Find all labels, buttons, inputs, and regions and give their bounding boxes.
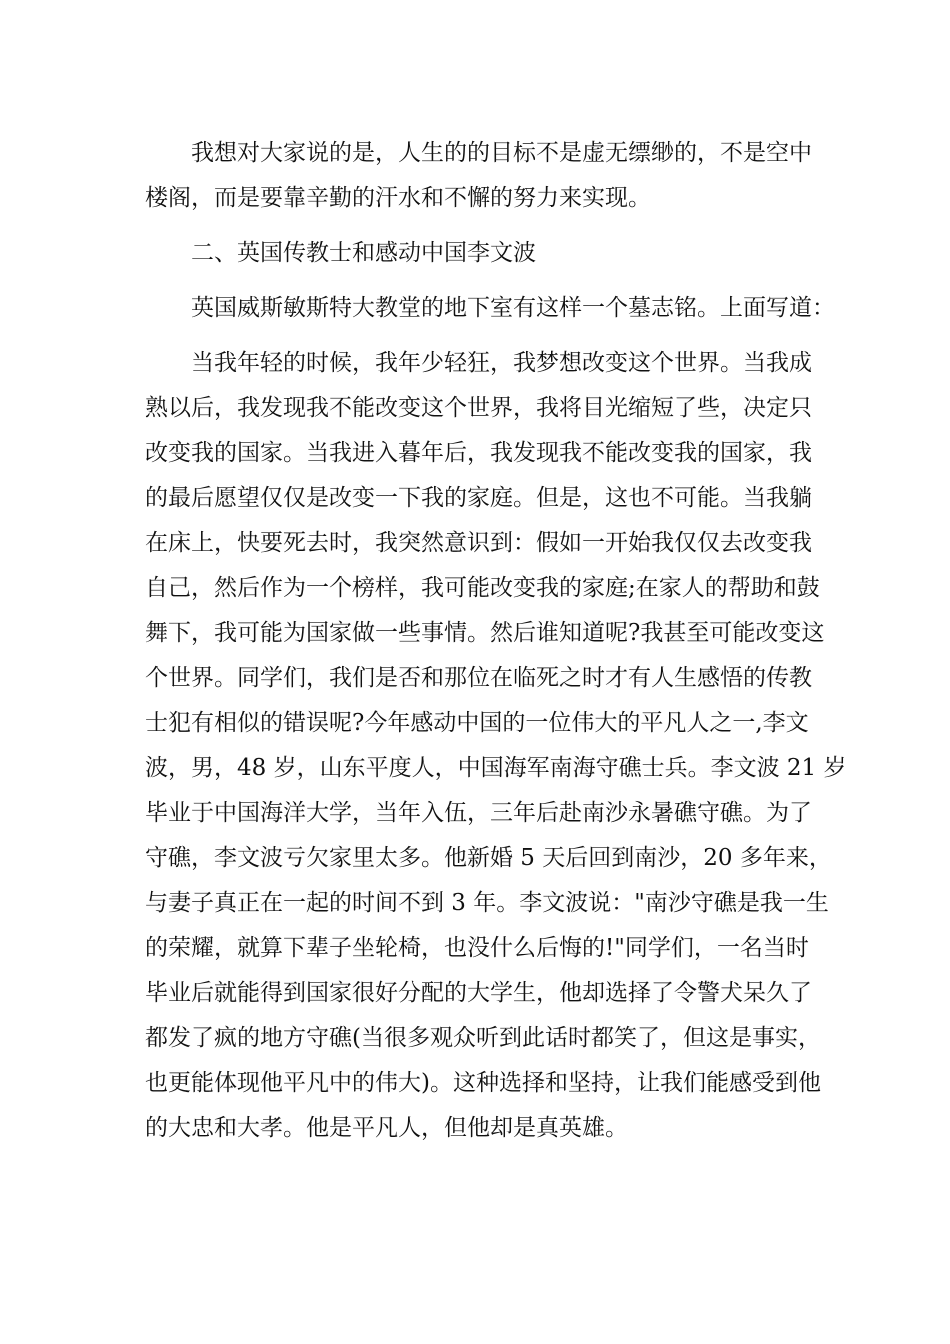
paragraph-line: 当我年轻的时候，我年少轻狂，我梦想改变这个世界。当我成 <box>191 350 812 376</box>
paragraph-line: 英国威斯敏斯特大教堂的地下室有这样一个墓志铭。上面写道： <box>191 295 835 321</box>
paragraph-line: 改变我的国家。当我进入暮年后，我发现我不能改变我的国家，我 <box>145 440 812 466</box>
paragraph-line: 与妻子真正在一起的时间不到 3 年。李文波说："南沙守礁是我一生 <box>145 890 829 916</box>
paragraph-line: 士犯有相似的错误呢?今年感动中国的一位伟大的平凡人之一,李文 <box>145 710 809 736</box>
paragraph <box>145 131 815 221</box>
paragraph-line: 楼阁，而是要靠辛勤的汗水和不懈的努力来实现。 <box>145 185 651 211</box>
paragraph-line: 的最后愿望仅仅是改变一下我的家庭。但是，这也不可能。当我躺 <box>145 485 812 511</box>
paragraph-line: 的大忠和大孝。他是平凡人，但他却是真英雄。 <box>145 1115 628 1141</box>
paragraph <box>145 341 847 1151</box>
paragraph <box>145 231 815 276</box>
paragraph-line: 的荣耀，就算下辈子坐轮椅，也没什么后悔的!"同学们，一名当时 <box>145 935 809 961</box>
paragraph-line: 也更能体现他平凡中的伟大)。这种选择和坚持，让我们能感受到他 <box>145 1070 821 1096</box>
paragraph-line: 毕业于中国海洋大学，当年入伍，三年后赴南沙永暑礁守礁。为了 <box>145 800 812 826</box>
paragraph-line: 守礁，李文波亏欠家里太多。他新婚 5 天后回到南沙，20 多年来， <box>145 845 832 871</box>
paragraph-line: 毕业后就能得到国家很好分配的大学生，他却选择了令警犬呆久了 <box>145 980 812 1006</box>
paragraph-line: 波，男，48 岁，山东平度人，中国海军南海守礁士兵。李文波 21 岁 <box>145 755 847 781</box>
paragraph-line: 舞下，我可能为国家做一些事情。然后谁知道呢?我甚至可能改变这 <box>145 620 825 646</box>
paragraph <box>145 286 835 331</box>
paragraph-line: 都发了疯的地方守礁(当很多观众听到此话时都笑了，但这是事实， <box>145 1025 821 1051</box>
paragraph-line: 熟以后，我发现我不能改变这个世界，我将目光缩短了些，决定只 <box>145 395 812 421</box>
paragraph-line: 个世界。同学们，我们是否和那位在临死之时才有人生感悟的传教 <box>145 665 812 691</box>
paragraph-line: 在床上，快要死去时，我突然意识到：假如一开始我仅仅去改变我 <box>145 530 812 556</box>
document-body <box>145 131 847 1151</box>
paragraph-line: 我想对大家说的是，人生的的目标不是虚无缥缈的，不是空中 <box>191 140 812 166</box>
paragraph-line: 自己，然后作为一个榜样，我可能改变我的家庭;在家人的帮助和鼓 <box>145 575 820 601</box>
paragraph-line: 二、英国传教士和感动中国李文波 <box>191 240 536 266</box>
